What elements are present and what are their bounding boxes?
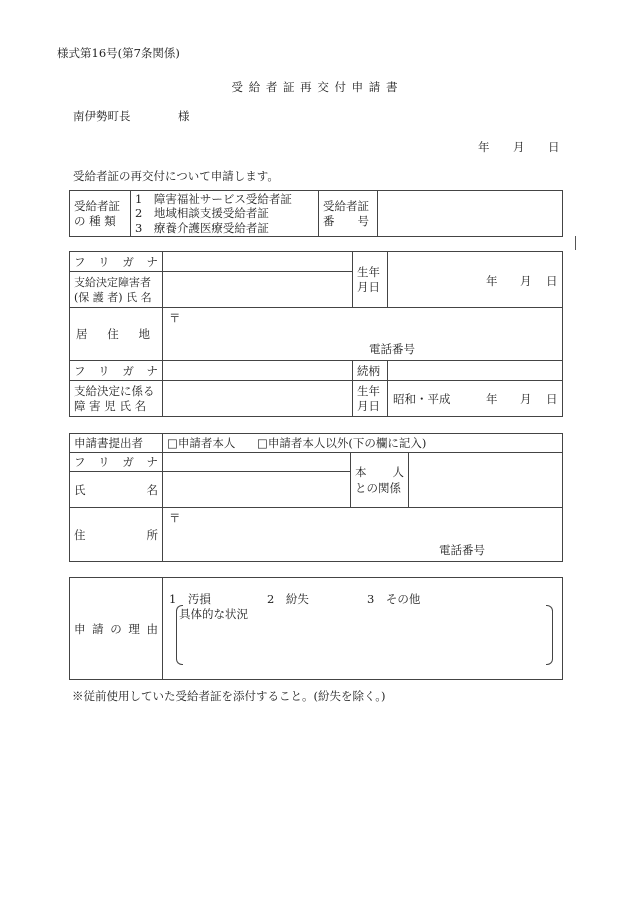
furigana2-field[interactable] xyxy=(163,361,353,381)
reason-option-2[interactable]: 2 紛失 xyxy=(267,592,309,606)
applicant-postal-mark: 〒 xyxy=(169,511,181,525)
child-birth-label: 生年 月日 xyxy=(353,381,388,417)
furigana-label: フ リ ガ ナ xyxy=(70,252,163,272)
reason-option-1[interactable]: 1 汚損 xyxy=(169,592,211,606)
birth-year: 年 xyxy=(486,274,498,288)
furigana2-label: フ リ ガ ナ xyxy=(70,361,163,381)
option-self-checkbox[interactable]: □申請者本人 xyxy=(167,436,236,450)
birth-date-field[interactable] xyxy=(388,252,563,308)
applicant-furigana-label: フ リ ガ ナ xyxy=(70,453,163,472)
certificate-number-label: 受給者証 番 号 xyxy=(319,191,378,237)
reason-table xyxy=(69,577,563,680)
recipient-name-field[interactable] xyxy=(163,272,353,308)
recipient-name-label: 支給決定障害者 (保 護 者) 氏 名 xyxy=(70,272,163,308)
relation-label: 続柄 xyxy=(353,361,388,381)
reason-label: 申 請 の 理 由 xyxy=(70,578,163,680)
address-label: 居 住 地 xyxy=(70,308,163,361)
relation-field[interactable] xyxy=(388,361,563,381)
intro-text: 受給者証の再交付について申請します。 xyxy=(73,169,279,183)
child-birth-day: 日 xyxy=(546,392,558,406)
applicant-name-field[interactable] xyxy=(163,472,351,508)
form-number: 様式第16号(第7条関係) xyxy=(57,46,180,60)
child-birth-year: 年 xyxy=(486,392,498,406)
type-option-2[interactable]: 2 地域相談支援受給者証 xyxy=(135,206,269,221)
addressee: 南伊勢町長 xyxy=(73,109,131,123)
relation-to-self-label: 本 人 との関係 xyxy=(351,453,409,508)
relation-to-self-field[interactable] xyxy=(409,453,563,508)
child-birth-field[interactable] xyxy=(388,381,563,417)
phone-label: 電話番号 xyxy=(369,342,415,356)
type-option-3[interactable]: 3 療養介護医療受給者証 xyxy=(135,220,269,235)
date-year: 年 xyxy=(478,140,490,154)
option-other-checkbox[interactable]: □申請者本人以外(下の欄に記入) xyxy=(257,436,427,450)
submitter-options xyxy=(163,434,563,453)
reason-option-3[interactable]: 3 その他 xyxy=(367,592,421,606)
furigana-field[interactable] xyxy=(163,252,353,272)
type-option-1[interactable]: 1 障害福祉サービス受給者証 xyxy=(135,191,292,206)
honorific: 様 xyxy=(178,109,190,123)
child-name-label: 支給決定に係る 障 害 児 氏 名 xyxy=(70,381,163,417)
detail-bracket-left xyxy=(176,605,183,665)
child-name-field[interactable] xyxy=(163,381,353,417)
postal-mark: 〒 xyxy=(169,311,181,325)
era-label: 昭和・平成 xyxy=(393,392,451,406)
birth-day: 日 xyxy=(546,274,558,288)
applicant-furigana-field[interactable] xyxy=(163,453,351,472)
footnote: ※従前使用していた受給者証を添付すること。(紛失を除く。) xyxy=(72,689,386,703)
applicant-table xyxy=(69,433,563,562)
certificate-number-field[interactable] xyxy=(378,191,563,237)
birth-month: 月 xyxy=(520,274,532,288)
detail-label: 具体的な状況 xyxy=(179,607,248,621)
applicant-address-label: 住 所 xyxy=(70,508,163,562)
certificate-table xyxy=(69,190,563,237)
applicant-name-label: 氏 名 xyxy=(70,472,163,508)
submitter-label: 申請書提出者 xyxy=(70,434,163,453)
address-field[interactable] xyxy=(163,308,563,361)
certificate-type-label: 受給者証 の 種 類 xyxy=(70,191,131,237)
birth-label: 生年 月日 xyxy=(353,252,388,308)
reason-field xyxy=(163,578,563,680)
applicant-phone-label: 電話番号 xyxy=(439,543,485,557)
margin-mark xyxy=(575,236,576,250)
date-month: 月 xyxy=(513,140,525,154)
applicant-address-field[interactable] xyxy=(163,508,563,562)
recipient-table xyxy=(69,251,563,417)
child-birth-month: 月 xyxy=(520,392,532,406)
detail-bracket-right[interactable] xyxy=(546,605,553,665)
certificate-type-options xyxy=(131,191,319,237)
date-day: 日 xyxy=(548,140,560,154)
page-title: 受 給 者 証 再 交 付 申 請 書 xyxy=(231,80,399,94)
